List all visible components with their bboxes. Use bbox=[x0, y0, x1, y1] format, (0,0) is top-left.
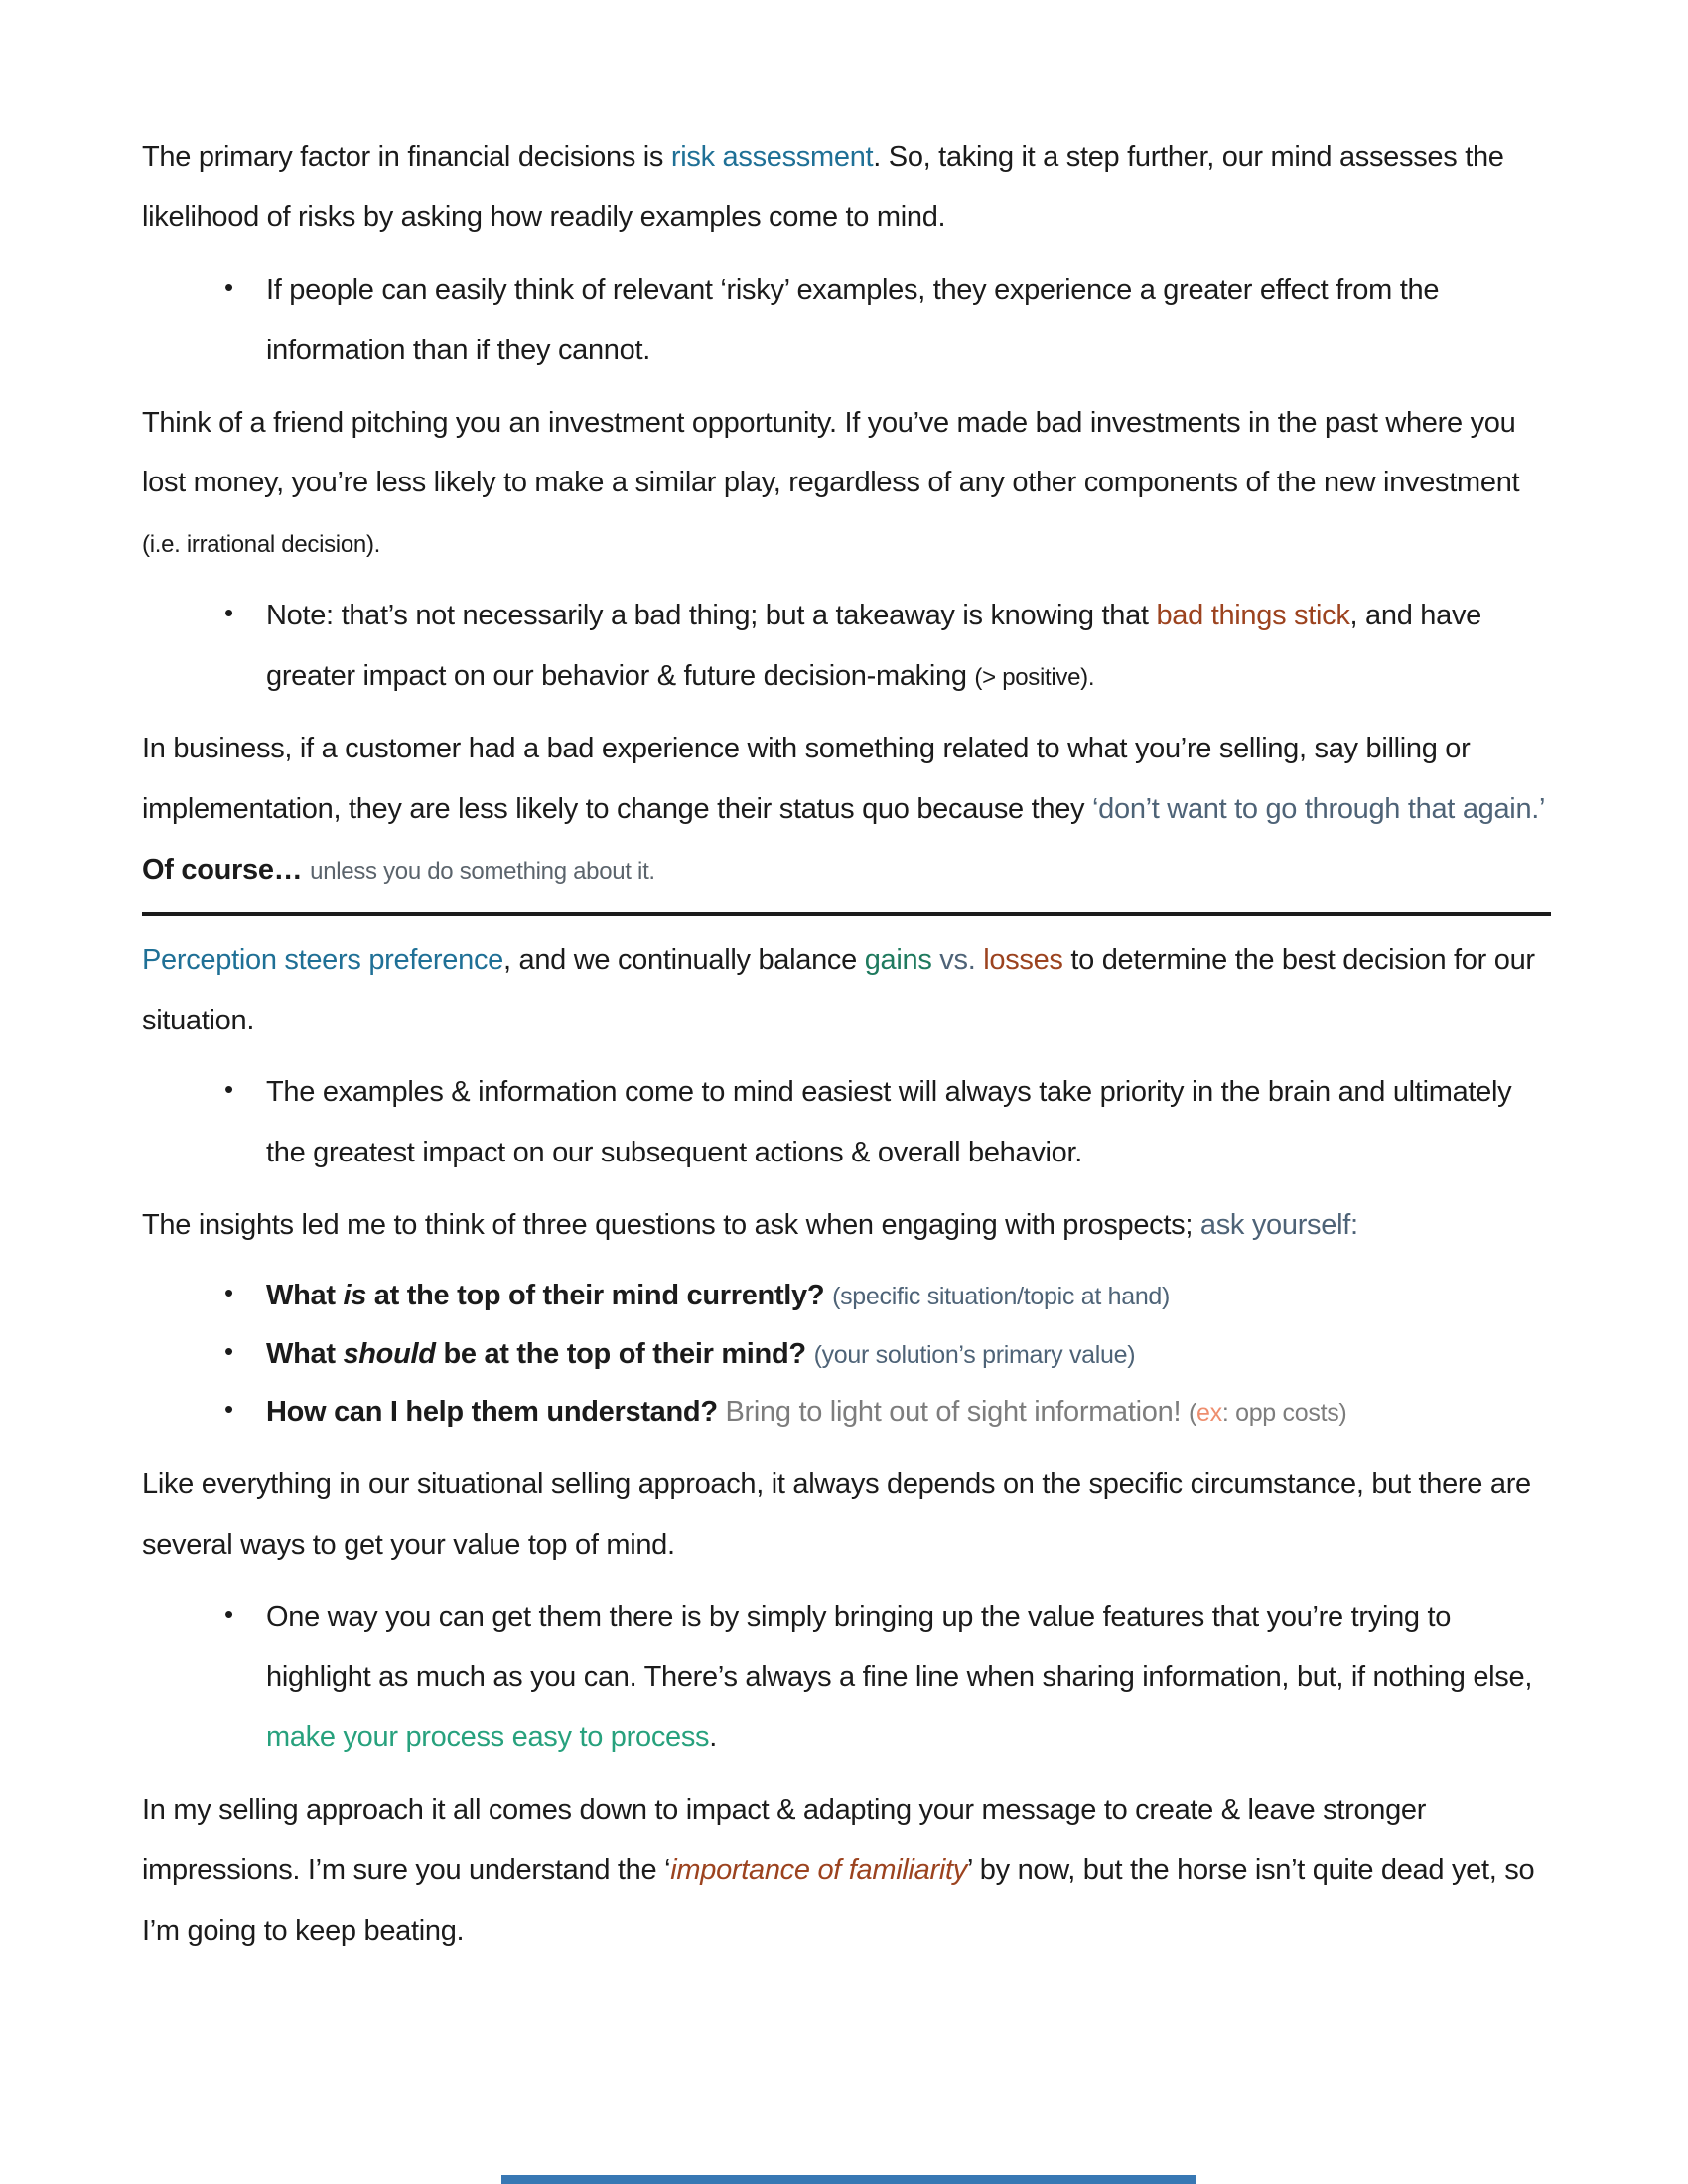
text-run: . So, taking it a step further, our mind assesses the likelihood of risks by asking how readily examples come to mind. bbox=[142, 141, 1504, 233]
text-run: . bbox=[709, 1721, 718, 1754]
paragraph-perception-preference bbox=[142, 930, 1551, 1051]
bullet-item-examples-priority bbox=[142, 1062, 1551, 1183]
text-run-aside: ( bbox=[1188, 1399, 1196, 1428]
text-run: The primary factor in financial decisions is bbox=[142, 141, 671, 173]
text-run-bold-italic: is bbox=[343, 1280, 367, 1312]
text-run: Like everything in our situational selling approach, it always depends on the specific circumstance, but there are several ways to get your value top of mind. bbox=[142, 1467, 1531, 1561]
text-run: The insights led me to think of three questions to ask when engaging with prospects; bbox=[142, 1209, 1200, 1242]
text-run-bold: How can I help them understand? bbox=[266, 1396, 726, 1429]
bullet-item-question-current-mind bbox=[142, 1268, 1551, 1324]
bullet-icon: • bbox=[224, 271, 233, 302]
text-run-bold: What bbox=[266, 1337, 344, 1370]
paragraph-three-questions bbox=[142, 1195, 1551, 1256]
text-run-bold-italic: should bbox=[343, 1337, 436, 1370]
text-run-aside: : opp costs) bbox=[1221, 1399, 1347, 1428]
text-run-bold: What bbox=[266, 1280, 344, 1312]
highlight-ask-yourself: ask yourself: bbox=[1199, 1209, 1358, 1242]
text-run: ’ bbox=[966, 1854, 973, 1887]
highlight-gains: gains bbox=[864, 943, 932, 976]
text-run-aside: (i.e. irrational decision). bbox=[142, 531, 380, 559]
bullet-item-bad-things-stick bbox=[142, 586, 1551, 707]
text-run-vs: vs. bbox=[931, 943, 984, 976]
text-run-bold: at the top of their mind currently? bbox=[366, 1280, 833, 1312]
highlight-importance-of-familiarity: importance of familiarity bbox=[670, 1854, 967, 1887]
text-run: The examples & information come to mind easiest will always take priority in the brain and ultimately the greatest impact on our subsequent actions & overall behavior. bbox=[266, 1076, 1512, 1169]
next-page-element-peek bbox=[501, 2175, 1196, 2184]
text-run: Think of a friend pitching you an investment opportunity. If you’ve made bad investments in the past where you lost money, you’re less likely to make a similar play, regardless of any other components of the new investment bbox=[142, 406, 1520, 499]
paragraph-friend-pitch bbox=[142, 393, 1551, 575]
text-run: to determine the best decision for our situation. bbox=[142, 943, 1535, 1036]
paragraph-situational-selling bbox=[142, 1454, 1551, 1575]
text-run-aside: unless you do something about it. bbox=[310, 857, 655, 885]
bullet-icon: • bbox=[224, 598, 233, 628]
text-run-aside: (specific situation/topic at hand) bbox=[832, 1283, 1171, 1311]
text-run: In my selling approach it all comes down to impact & adapting your message to create & leave stronger impressions. I’m sure you understand the bbox=[142, 1794, 1427, 1887]
highlight-easy-to-process: make your process easy to process bbox=[266, 1721, 710, 1754]
paragraph-risk-assessment bbox=[142, 127, 1551, 248]
bullet-icon: • bbox=[224, 1598, 233, 1629]
bullet-icon: • bbox=[224, 1394, 233, 1425]
section-divider bbox=[142, 912, 1551, 916]
bullet-item-question-help-understand bbox=[142, 1384, 1551, 1440]
link-perception-steers-preference[interactable]: Perception steers preference bbox=[142, 943, 503, 976]
text-run-note: Bring to light out of sight information! bbox=[725, 1396, 1189, 1429]
text-run-bold: be at the top of their mind? bbox=[435, 1337, 814, 1370]
text-run-aside: (your solution’s primary value) bbox=[813, 1340, 1136, 1369]
bullet-item-risky-examples bbox=[142, 260, 1551, 381]
bullet-icon: • bbox=[224, 1278, 233, 1308]
text-run: Note: that’s not necessarily a bad thing; but a takeaway is knowing that bbox=[266, 600, 1157, 632]
text-run: ‘ bbox=[664, 1854, 671, 1887]
text-run-aside: (> positive). bbox=[974, 664, 1095, 692]
paragraph-selling-approach bbox=[142, 1780, 1551, 1962]
text-run: In business, if a customer had a bad experience with something related to what you’re selling, say billing or implementation, they are less likely to change their status quo because they bbox=[142, 733, 1471, 825]
highlight-ex: ex bbox=[1196, 1399, 1222, 1428]
text-run: If people can easily think of relevant ‘risky’ examples, they experience a greater effect from the information than if they cannot. bbox=[266, 273, 1440, 366]
bullet-icon: • bbox=[224, 1074, 233, 1105]
bullet-item-question-should-mind bbox=[142, 1326, 1551, 1383]
text-run: by now, but the horse isn’t quite dead yet, so I’m going to keep beating. bbox=[142, 1854, 1535, 1948]
text-run-bold: Of course… bbox=[142, 853, 311, 886]
link-risk-assessment[interactable]: risk assessment bbox=[670, 141, 874, 173]
highlight-dont-want-again: ‘don’t want to go through that again.’ bbox=[1092, 792, 1545, 825]
bullet-item-value-features bbox=[142, 1587, 1551, 1769]
text-run: , and we continually balance bbox=[502, 943, 865, 976]
highlight-losses: losses bbox=[983, 943, 1063, 976]
text-run: , and have greater impact on our behavior & future decision-making bbox=[266, 600, 1481, 693]
paragraph-customer-experience bbox=[142, 719, 1551, 900]
text-run: One way you can get them there is by simply bringing up the value features that you’re trying to highlight as much as you can. There’s always a fine line when sharing information, but, if nothing else, bbox=[266, 1600, 1533, 1694]
question-bullet-list bbox=[142, 1268, 1551, 1440]
bullet-icon: • bbox=[224, 1335, 233, 1366]
highlight-bad-things-stick: bad things stick bbox=[1156, 600, 1350, 632]
